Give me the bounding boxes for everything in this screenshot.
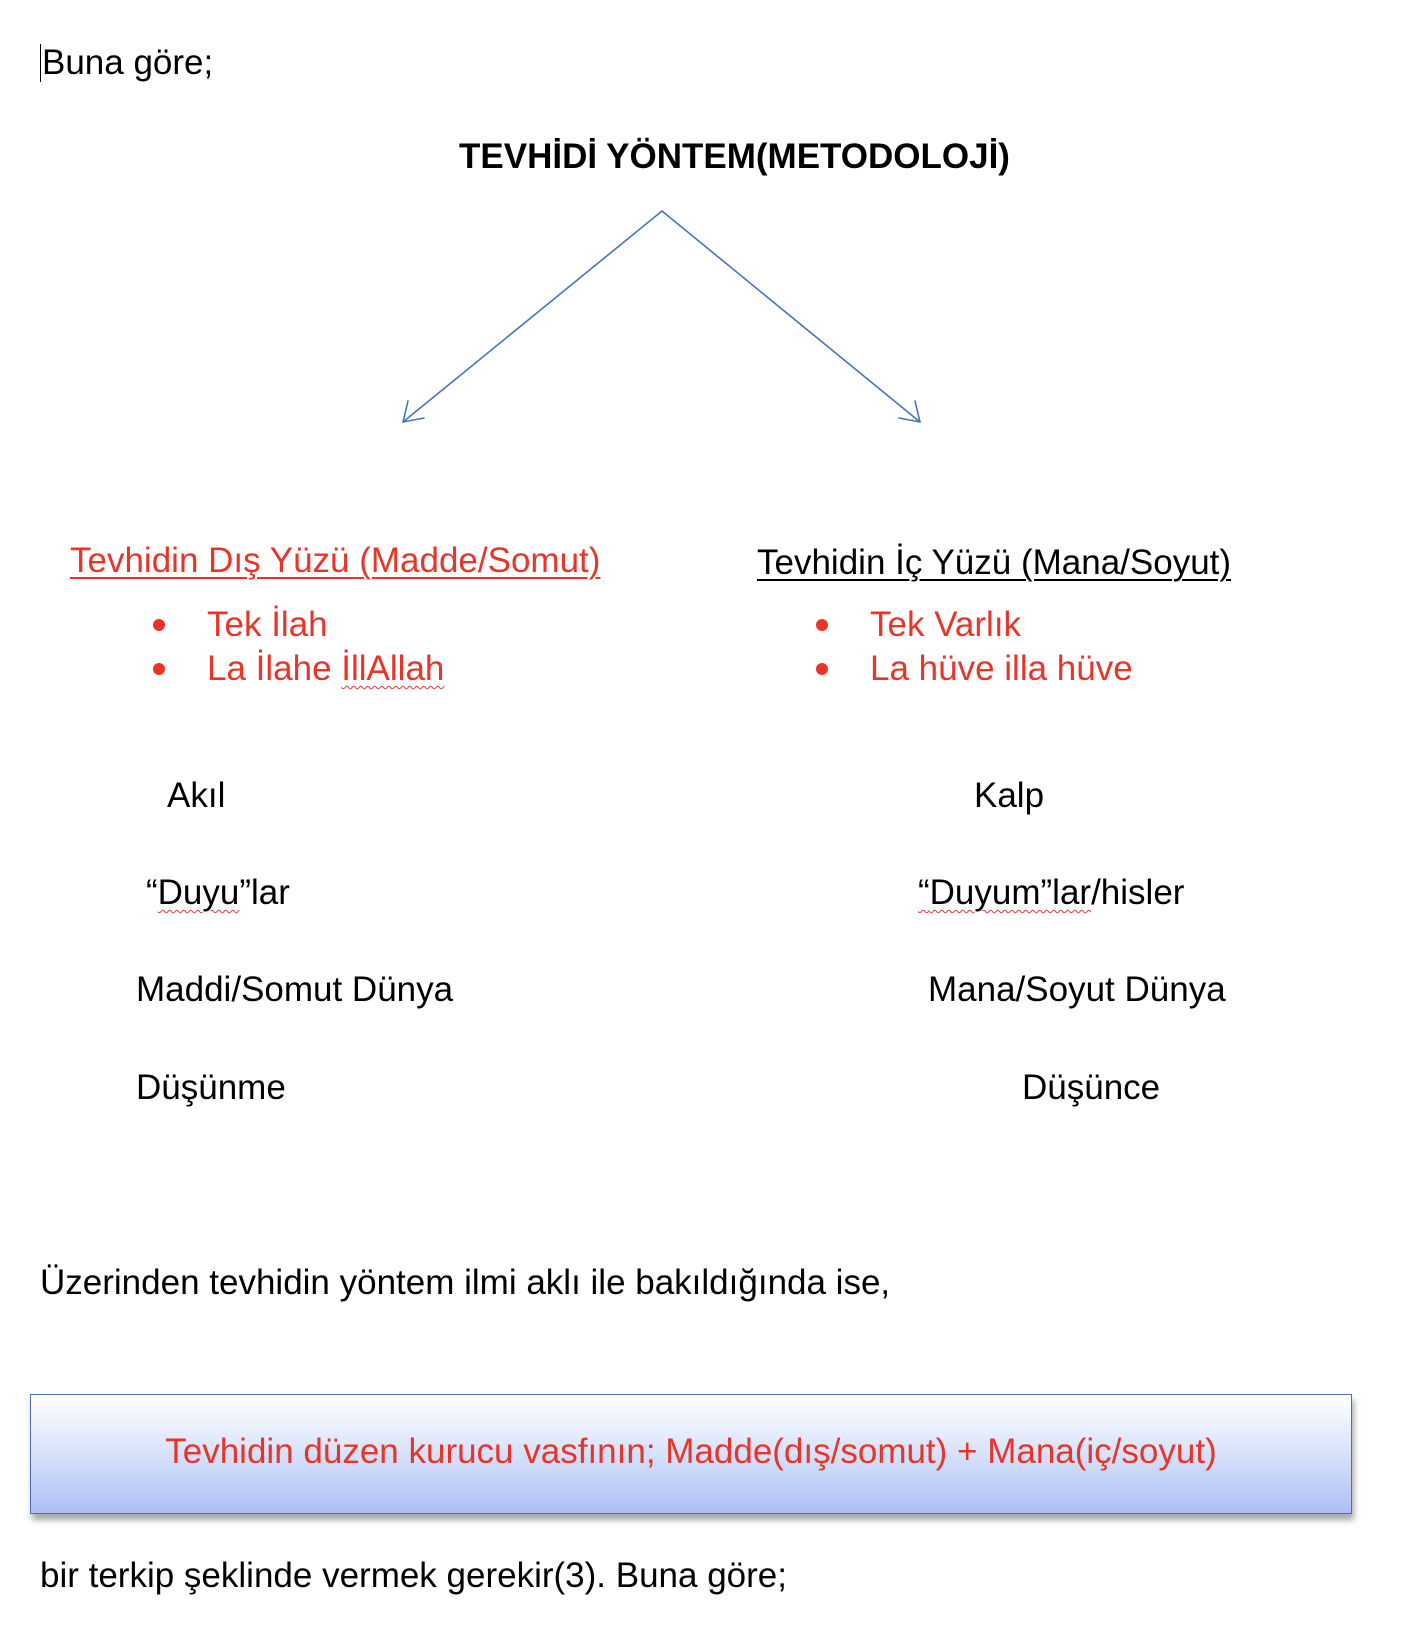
spellcheck-word: İllAllah xyxy=(341,649,445,688)
diagram-title: TEVHİDİ YÖNTEM(METODOLOJİ) xyxy=(459,137,1010,176)
right-bullet-2: La hüve illa hüve xyxy=(870,649,1133,688)
bullet-dot xyxy=(153,619,165,631)
summary-box-text: Tevhidin düzen kurucu vasfının; Madde(dış/somut) + Mana(iç/soyut) xyxy=(165,1432,1217,1471)
spellcheck-word: “Duyum”lar xyxy=(918,873,1092,912)
right-bullet-1: Tek Varlık xyxy=(870,605,1022,644)
left-item-duyular: “Duyu”lar xyxy=(146,873,290,912)
right-heading: Tevhidin İç Yüzü (Mana/Soyut) xyxy=(757,543,1232,582)
left-bullet-1: Tek İlah xyxy=(207,605,328,644)
summary-box xyxy=(30,1394,1352,1514)
bullet-dot xyxy=(816,663,828,675)
spellcheck-word: Duyu xyxy=(157,873,240,912)
right-item-kalp: Kalp xyxy=(974,776,1045,815)
arrow-right-line xyxy=(662,211,920,422)
paragraph-2: bir terkip şeklinde vermek gerekir(3). Buna göre; xyxy=(40,1556,787,1595)
left-item-dusunme: Düşünme xyxy=(136,1068,286,1107)
paragraph-1: Üzerinden tevhidin yöntem ilmi aklı ile bakıldığında ise, xyxy=(40,1263,891,1302)
intro-text[interactable]: Buna göre; xyxy=(42,43,214,82)
arrow-left-line xyxy=(403,211,662,422)
left-bullet-2: La İlahe İllAllah xyxy=(207,649,445,688)
bullet-dot xyxy=(816,619,828,631)
right-item-duyumlar: “Duyum”lar/hisler xyxy=(918,873,1185,912)
left-heading: Tevhidin Dış Yüzü (Madde/Somut) xyxy=(70,541,601,580)
left-item-maddi-dunya: Maddi/Somut Dünya xyxy=(136,970,454,1009)
right-item-dusunce: Düşünce xyxy=(1022,1068,1161,1107)
bullet-dot xyxy=(153,663,165,675)
left-item-akil: Akıl xyxy=(167,776,226,815)
right-item-mana-dunya: Mana/Soyut Dünya xyxy=(928,970,1226,1009)
